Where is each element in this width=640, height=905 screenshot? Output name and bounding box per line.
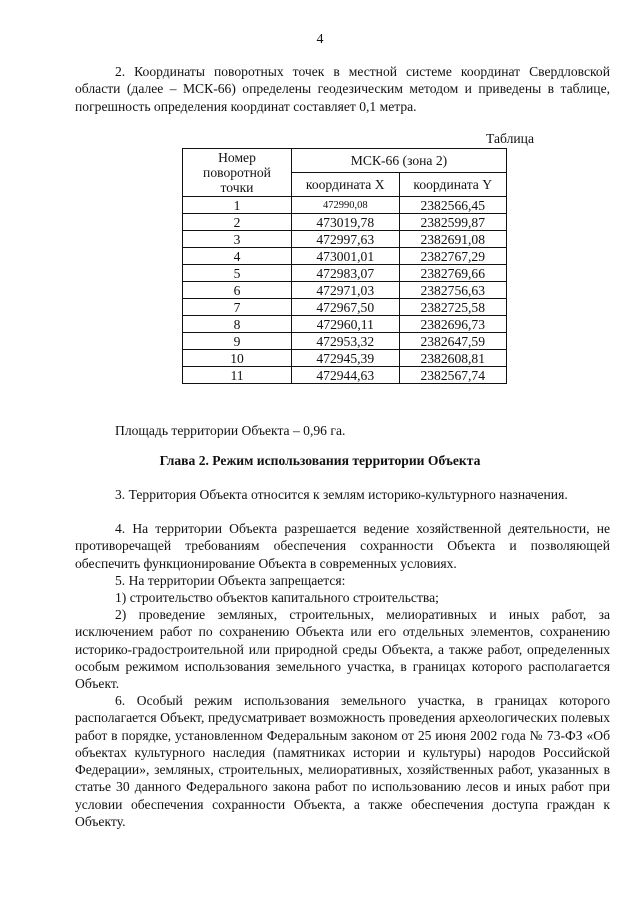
point-number-cell: 6 xyxy=(183,282,292,299)
y-coordinate-cell: 2382691,08 xyxy=(399,231,507,248)
point-number-cell: 5 xyxy=(183,265,292,282)
y-coordinate-cell: 2382567,74 xyxy=(399,367,507,384)
table-row xyxy=(183,282,507,299)
y-coordinate-cell: 2382696,73 xyxy=(399,316,507,333)
x-coordinate-cell: 472960,11 xyxy=(292,316,400,333)
point-number-cell: 11 xyxy=(183,367,292,384)
coordinates-table-body xyxy=(183,197,507,384)
paragraph-land-category: 3. Территория Объекта относится к землям историко-культурного назначения. xyxy=(115,487,568,502)
y-coordinate-cell: 2382647,59 xyxy=(399,333,507,350)
paragraph-prohibitions: 5. На территории Объекта запрещается: xyxy=(115,573,346,588)
table-row xyxy=(183,333,507,350)
header-x: координата X xyxy=(292,173,400,197)
header-point-number: Номер поворотной точки xyxy=(183,149,292,197)
x-coordinate-cell: 472953,32 xyxy=(292,333,400,350)
table-row xyxy=(183,316,507,333)
table-row xyxy=(183,248,507,265)
prohibition-item-1: 1) строительство объектов капитального строительства; xyxy=(115,590,439,605)
y-coordinate-cell: 2382725,58 xyxy=(399,299,507,316)
x-coordinate-cell: 472983,07 xyxy=(292,265,400,282)
x-coordinate-cell: 472945,39 xyxy=(292,350,400,367)
x-coordinate-cell: 473019,78 xyxy=(292,214,400,231)
coordinates-table xyxy=(182,148,507,384)
table-row xyxy=(183,197,507,214)
paragraph-coordinates: 2. Координаты поворотных точек в местной системе координат Свердловской области (далее – МСК-66) определены геодезическим методом и приведены в таблице, погрешность определения координат составляет 0,1 метра. xyxy=(75,64,610,114)
table-row xyxy=(183,350,507,367)
y-coordinate-cell: 2382756,63 xyxy=(399,282,507,299)
prohibition-item-2: 2) проведение земляных, строительных, мелиоративных и иных работ, за исключением работ по сохранению Объекта или его отдельных элементов, сохранению историко-градостроительной или природной среды Объекта, а также работ, определенных особым режимом использования земельного участка, в границах которого располагается Объект. xyxy=(75,607,610,692)
y-coordinate-cell: 2382769,66 xyxy=(399,265,507,282)
table-row xyxy=(183,299,507,316)
x-coordinate-cell: 472944,63 xyxy=(292,367,400,384)
x-coordinate-cell: 472971,03 xyxy=(292,282,400,299)
y-coordinate-cell: 2382767,29 xyxy=(399,248,507,265)
y-coordinate-cell: 2382599,87 xyxy=(399,214,507,231)
y-coordinate-cell: 2382608,81 xyxy=(399,350,507,367)
point-number-cell: 3 xyxy=(183,231,292,248)
x-coordinate-cell: 472967,50 xyxy=(292,299,400,316)
area-text: Площадь территории Объекта – 0,96 га. xyxy=(115,423,346,438)
point-number-cell: 7 xyxy=(183,299,292,316)
header-coordinate-system: МСК-66 (зона 2) xyxy=(292,149,507,173)
header-y: координата Y xyxy=(399,173,507,197)
point-number-cell: 10 xyxy=(183,350,292,367)
point-number-cell: 4 xyxy=(183,248,292,265)
y-coordinate-cell: 2382566,45 xyxy=(399,197,507,214)
chapter-title: Глава 2. Режим использования территории Объекта xyxy=(159,453,481,468)
table-row xyxy=(183,214,507,231)
point-number-cell: 2 xyxy=(183,214,292,231)
x-coordinate-cell: 472990,08 xyxy=(292,197,400,214)
point-number-cell: 1 xyxy=(183,197,292,214)
x-coordinate-cell: 472997,63 xyxy=(292,231,400,248)
table-row xyxy=(183,231,507,248)
paragraph-special-regime: 6. Особый режим использования земельного участка, в границах которого располагается Объект, предусматривает возможность проведения археологических полевых работ в порядке, установленном Федеральным законом от 25 июня 2002 года № 73-ФЗ «Об объектах культурного наследия (памятниках истории и культуры) народов Российской Федерации», земляных, строительных, мелиоративных, хозяйственных работ, указанных в статье 30 данного Федерального закона работ по использованию лесов и иных работ при условии обеспечения сохранности Объекта, а также обеспечения доступа граждан к Объекту. xyxy=(75,693,610,830)
table-row xyxy=(183,367,507,384)
point-number-cell: 9 xyxy=(183,333,292,350)
table-caption: Таблица xyxy=(486,131,534,146)
point-number-cell: 8 xyxy=(183,316,292,333)
page-number: 4 xyxy=(316,32,324,47)
table-row xyxy=(183,265,507,282)
paragraph-allowed-activity: 4. На территории Объекта разрешается ведение хозяйственной деятельности, не противоречащей требованиям обеспечения сохранности Объекта и позволяющей обеспечить функционирование Объекта в современных условиях. xyxy=(75,521,610,571)
x-coordinate-cell: 473001,01 xyxy=(292,248,400,265)
